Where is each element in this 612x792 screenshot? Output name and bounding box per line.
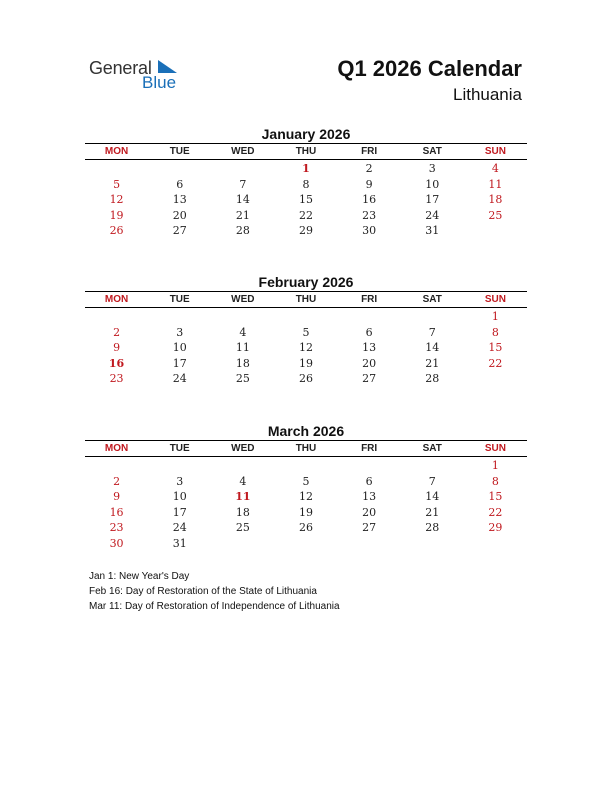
day-cell: 16 xyxy=(109,505,124,519)
empty-cell xyxy=(148,309,211,325)
day-cell: 12 xyxy=(109,193,124,207)
day-cell: 9 xyxy=(113,490,121,504)
day-cell: 20 xyxy=(362,505,377,519)
day-cell: 25 xyxy=(235,372,250,386)
weekday-thu: THU xyxy=(295,443,317,454)
day-cell: 16 xyxy=(362,193,377,207)
holiday-note: Mar 11: Day of Restoration of Independence of Lithuania xyxy=(89,601,340,612)
day-cell: 18 xyxy=(235,505,250,519)
day-cell: 11 xyxy=(488,177,503,191)
weekday-sun: SUN xyxy=(484,443,506,454)
holiday-note: Feb 16: Day of Restoration of the State of Lithuania xyxy=(89,586,317,597)
day-grid xyxy=(85,161,527,239)
day-cell: 22 xyxy=(488,356,503,370)
weekday-header xyxy=(85,291,527,308)
weekday-mon: MON xyxy=(104,146,129,157)
weekday-fri: FRI xyxy=(361,443,378,454)
day-cell: 30 xyxy=(362,224,377,238)
day-cell: 26 xyxy=(109,224,124,238)
day-cell: 5 xyxy=(302,474,310,488)
weekday-sun: SUN xyxy=(484,146,506,157)
day-cell: 8 xyxy=(491,325,499,339)
month-title: January 2026 xyxy=(261,126,351,142)
day-cell: 30 xyxy=(109,536,124,550)
day-cell: 24 xyxy=(172,521,187,535)
day-cell: 17 xyxy=(172,356,187,370)
day-cell: 14 xyxy=(425,490,440,504)
day-cell: 7 xyxy=(239,177,247,191)
empty-cell xyxy=(401,309,464,325)
day-cell: 13 xyxy=(362,490,377,504)
weekday-header xyxy=(85,440,527,457)
logo-general-text: General xyxy=(89,58,152,78)
logo-triangle-icon xyxy=(158,60,177,73)
day-cell: 31 xyxy=(425,224,440,238)
day-cell: 3 xyxy=(428,162,436,175)
day-cell: 26 xyxy=(298,372,313,386)
day-cell: 1 xyxy=(491,310,499,323)
day-cell: 5 xyxy=(302,325,310,339)
day-cell: 6 xyxy=(365,474,373,488)
day-cell: 21 xyxy=(425,505,440,519)
weekday-thu: THU xyxy=(295,146,317,157)
weekday-mon: MON xyxy=(104,443,129,454)
day-cell: 7 xyxy=(428,474,436,488)
day-cell: 27 xyxy=(362,372,377,386)
day-cell: 17 xyxy=(425,193,440,207)
weekday-fri: FRI xyxy=(361,294,378,305)
day-cell: 10 xyxy=(425,177,440,191)
day-cell: 8 xyxy=(302,177,310,191)
day-cell: 2 xyxy=(113,474,121,488)
day-cell: 9 xyxy=(365,177,373,191)
day-cell: 16 xyxy=(108,356,125,370)
day-cell: 2 xyxy=(365,162,373,175)
month-january xyxy=(85,125,527,239)
day-cell: 8 xyxy=(491,474,499,488)
weekday-sun: SUN xyxy=(484,294,506,305)
holiday-note: Jan 1: New Year's Day xyxy=(89,571,190,582)
empty-cell xyxy=(211,458,274,474)
day-cell: 31 xyxy=(172,536,187,550)
day-cell: 15 xyxy=(488,490,503,504)
day-cell: 17 xyxy=(172,505,187,519)
day-cell: 13 xyxy=(362,341,377,355)
weekday-thu: THU xyxy=(295,294,317,305)
day-cell: 3 xyxy=(176,474,184,488)
day-cell: 18 xyxy=(235,356,250,370)
weekday-wed: WED xyxy=(231,294,255,305)
brand-logo xyxy=(89,56,199,96)
day-cell: 4 xyxy=(239,474,247,488)
day-cell: 28 xyxy=(425,521,440,535)
empty-cell xyxy=(274,309,337,325)
weekday-sat: SAT xyxy=(422,443,442,454)
day-cell: 4 xyxy=(239,325,247,339)
day-cell: 29 xyxy=(488,521,503,535)
day-cell: 22 xyxy=(488,505,503,519)
month-march xyxy=(85,422,527,552)
weekday-tue: TUE xyxy=(169,146,190,157)
day-cell: 2 xyxy=(113,325,121,339)
empty-cell xyxy=(211,161,274,177)
day-cell: 25 xyxy=(488,208,503,222)
empty-cell xyxy=(148,458,211,474)
day-cell: 14 xyxy=(235,193,250,207)
empty-cell xyxy=(85,161,148,177)
day-cell: 23 xyxy=(109,521,124,535)
day-cell: 10 xyxy=(172,490,187,504)
weekday-tue: TUE xyxy=(169,443,190,454)
day-cell: 5 xyxy=(113,177,121,191)
day-cell: 15 xyxy=(488,341,503,355)
month-title: February 2026 xyxy=(258,274,354,290)
empty-cell xyxy=(338,458,401,474)
empty-cell xyxy=(401,458,464,474)
page-title: Q1 2026 Calendar xyxy=(337,56,522,81)
day-cell: 21 xyxy=(425,356,440,370)
day-cell: 28 xyxy=(235,224,250,238)
day-cell: 6 xyxy=(176,177,184,191)
day-cell: 14 xyxy=(425,341,440,355)
day-cell: 24 xyxy=(425,208,440,222)
weekday-wed: WED xyxy=(231,443,255,454)
day-cell: 19 xyxy=(298,356,313,370)
month-february xyxy=(85,273,527,387)
day-cell: 19 xyxy=(109,208,124,222)
day-cell: 7 xyxy=(428,325,436,339)
day-cell: 24 xyxy=(172,372,187,386)
day-cell: 1 xyxy=(302,162,310,175)
empty-cell xyxy=(85,309,148,325)
weekday-wed: WED xyxy=(231,146,255,157)
day-cell: 1 xyxy=(491,459,499,472)
weekday-sat: SAT xyxy=(422,294,442,305)
month-title: March 2026 xyxy=(267,423,345,439)
day-cell: 3 xyxy=(176,325,184,339)
day-cell: 15 xyxy=(298,193,313,207)
empty-cell xyxy=(148,161,211,177)
empty-cell xyxy=(274,458,337,474)
day-cell: 27 xyxy=(362,521,377,535)
day-cell: 22 xyxy=(298,208,313,222)
day-cell: 28 xyxy=(425,372,440,386)
day-cell: 29 xyxy=(298,224,313,238)
weekday-sat: SAT xyxy=(422,146,442,157)
day-cell: 26 xyxy=(298,521,313,535)
weekday-fri: FRI xyxy=(361,146,378,157)
day-cell: 27 xyxy=(172,224,187,238)
day-cell: 19 xyxy=(298,505,313,519)
day-cell: 11 xyxy=(235,341,250,355)
day-cell: 12 xyxy=(298,490,313,504)
day-cell: 20 xyxy=(172,208,187,222)
day-cell: 9 xyxy=(113,341,121,355)
day-cell: 23 xyxy=(109,372,124,386)
day-cell: 4 xyxy=(491,162,499,175)
logo-blue-text: Blue xyxy=(142,73,177,92)
day-cell: 20 xyxy=(362,356,377,370)
country-name: Lithuania xyxy=(452,85,522,104)
day-cell: 6 xyxy=(365,325,373,339)
day-grid xyxy=(85,458,527,552)
day-cell: 25 xyxy=(235,521,250,535)
empty-cell xyxy=(211,309,274,325)
empty-cell xyxy=(85,458,148,474)
day-cell: 21 xyxy=(235,208,250,222)
day-cell: 11 xyxy=(235,490,251,504)
day-cell: 12 xyxy=(298,341,313,355)
weekday-tue: TUE xyxy=(169,294,190,305)
day-cell: 18 xyxy=(488,193,503,207)
day-cell: 10 xyxy=(172,341,187,355)
empty-cell xyxy=(338,309,401,325)
weekday-header xyxy=(85,143,527,160)
day-cell: 13 xyxy=(172,193,187,207)
day-grid xyxy=(85,309,527,387)
weekday-mon: MON xyxy=(104,294,129,305)
holiday-list xyxy=(89,569,349,618)
day-cell: 23 xyxy=(362,208,377,222)
